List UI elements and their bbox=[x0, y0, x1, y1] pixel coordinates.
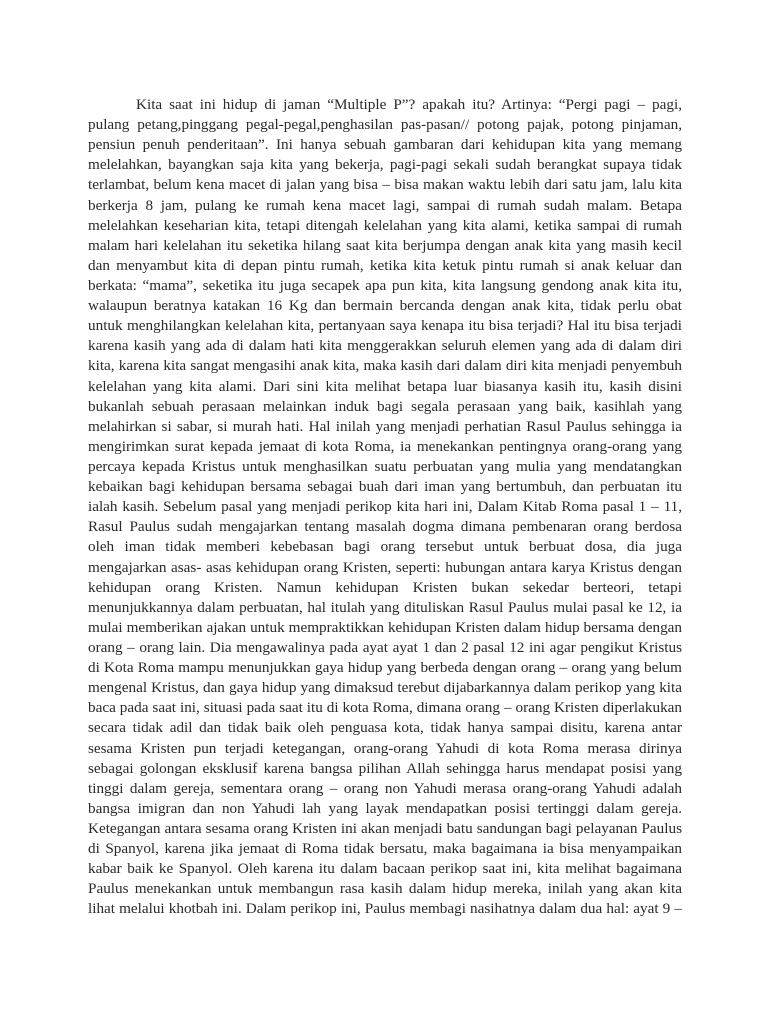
text-line: orang – orang lain. Dia mengawalinya pada ayat ayat 1 dan 2 pasal 12 ini agar pengikut Kristus bbox=[88, 638, 682, 656]
text-line: dan menyambut kita di depan pintu rumah, ketika kita ketuk pintu rumah si anak keluar dan bbox=[88, 256, 682, 274]
text-line: tinggi dalam gereja, sementara orang – orang non Yahudi merasa orang-orang Yahudi adalah bbox=[88, 779, 682, 797]
text-line: Rasul Paulus sudah mengajarkan tentang masalah dogma dimana pembenaran orang berdosa bbox=[88, 518, 682, 536]
text-line: mengirimkan surat kepada jemaat di kota Roma, ia menekankan pentingnya orang-orang yang bbox=[88, 437, 682, 455]
text-line: bangsa imigran dan non Yahudi lah yang layak mendapatkan posisi tertinggi dalam gereja. bbox=[88, 799, 682, 817]
text-line: oleh iman tidak memberi kebebasan bagi orang tersebut untuk berbuat dosa, dia juga bbox=[88, 538, 682, 556]
text-line: kehidupan orang Kristen. Namun kehidupan Kristen bukan sekedar berteori, tetapi bbox=[88, 578, 682, 596]
text-line: melelahkan, bayangkan saja kita yang bekerja, pagi-pagi sekali sudah berangkat supaya tidak bbox=[88, 156, 682, 174]
text-line: melahirkan si sabar, si murah hati. Hal inilah yang menjadi perhatian Rasul Paulus sehingga ia bbox=[88, 417, 682, 435]
text-line: Paulus menekankan untuk membangun rasa kasih dalam hidup mereka, inilah yang akan kita bbox=[88, 880, 682, 898]
text-line: berkerja 8 jam, pulang ke rumah kena macet lagi, sampai di rumah sudah malam. Betapa bbox=[88, 196, 682, 214]
text-line: bukanlah sebuah perasaan melainkan induk bagi segala perasaan yang baik, kasihlah yang bbox=[88, 397, 682, 415]
text-line: terlambat, belum kena macet di jalan yang bisa – bisa makan waktu lebih dari satu jam, lalu kita bbox=[88, 176, 682, 194]
text-line: kelelahan yang kita alami. Dari sini kita melihat betapa luar biasanya kasih itu, kasih disini bbox=[88, 377, 682, 395]
text-line: kebaikan bagi kehidupan bersama sebagai buah dari iman yang bertumbuh, dan perbuatan itu bbox=[88, 478, 682, 496]
text-line: menunjukkannya dalam perbuatan, hal itulah yang dituliskan Rasul Paulus mulai pasal ke 12, ia bbox=[88, 598, 682, 616]
text-line: mulai memberikan ajakan untuk mempraktikkan kehidupan Kristen dalam hidup bersama dengan bbox=[88, 618, 682, 636]
text-line: kabar baik ke Spanyol. Oleh karena itu dalam bacaan perikop saat ini, kita melihat bagaimana bbox=[88, 860, 682, 878]
text-line: karena kasih yang ada di dalam hati kita menggerakkan seluruh elemen yang ada di dalam diri bbox=[88, 337, 682, 355]
text-line: berkata: “mama”, seketika itu juga secapek apa pun kita, kita langsung gendong anak kita itu, bbox=[88, 276, 682, 294]
text-line: sesama Kristen pun terjadi ketegangan, orang-orang Yahudi di kota Roma merasa dirinya bbox=[88, 739, 682, 757]
text-line: baca pada saat ini, situasi pada saat itu di kota Roma, dimana orang – orang Kristen diperlakukan bbox=[88, 699, 682, 717]
text-line: ialah kasih. Sebelum pasal yang menjadi perikop kita hari ini, Dalam Kitab Roma pasal 1 – 11, bbox=[88, 498, 682, 516]
text-line: kita, karena kita sangat mengasihi anak kita, maka kasih dari dalam diri kita menjadi penyembuh bbox=[88, 357, 682, 375]
text-line: Kita saat ini hidup di jaman “Multiple P”? apakah itu? Artinya: “Pergi pagi – pagi, bbox=[136, 96, 682, 113]
text-line: sebagai golongan eksklusif karena bangsa pilihan Allah sehingga harus mendapat posisi yang bbox=[88, 759, 682, 777]
text-line: pensiun penuh penderitaan”. Ini hanya sebuah gambaran dari kehidupan kita yang memang bbox=[88, 136, 682, 154]
text-line: mengenal Kristus, dan gaya hidup yang dimaksud terebut dijabarkannya dalam perikop yang kita bbox=[88, 679, 682, 697]
text-line: walaupun beratnya katakan 16 Kg dan bermain bercanda dengan anak kita, tidak perlu obat bbox=[88, 297, 682, 315]
text-line: pulang petang,pinggang pegal-pegal,penghasilan pas-pasan// potong pajak, potong pinjaman, bbox=[88, 116, 682, 134]
text-line: mengajarkan asas- asas kehidupan orang Kristen, seperti: hubungan antara karya Kristus dengan bbox=[88, 558, 682, 576]
text-line: lihat melalui khotbah ini. Dalam perikop ini, Paulus membagi nasihatnya dalam dua hal: ayat 9 – bbox=[88, 900, 682, 918]
text-line: percaya kepada Kristus untuk menghasilkan suatu perbuatan yang mulia yang mendatangkan bbox=[88, 457, 682, 475]
text-line: melelahkan keseharian kita, tetapi ditengah kelelahan yang kita alami, ketika sampai di rumah bbox=[88, 216, 682, 234]
text-line: di Spanyol, karena jika jemaat di Roma tidak bersatu, maka bagaimana ia bisa menyampaikan bbox=[88, 840, 682, 858]
body-paragraph bbox=[88, 95, 682, 919]
text-line: secara tidak adil dan tidak baik oleh penguasa kota, tidak hanya sampai disitu, karena antar bbox=[88, 719, 682, 737]
text-line: di Kota Roma mampu menunjukkan gaya hidup yang berbeda dengan orang – orang yang belum bbox=[88, 659, 682, 677]
text-line: Ketegangan antara sesama orang Kristen ini akan menjadi batu sandungan bagi pelayanan Paulus bbox=[88, 819, 682, 837]
text-line: malam hari kelelahan itu seketika hilang saat kita berjumpa dengan anak kita yang masih kecil bbox=[88, 236, 682, 254]
text-line: untuk menghilangkan kelelahan kita, pertanyaan saya kenapa itu bisa terjadi? Hal itu bisa terjadi bbox=[88, 317, 682, 335]
